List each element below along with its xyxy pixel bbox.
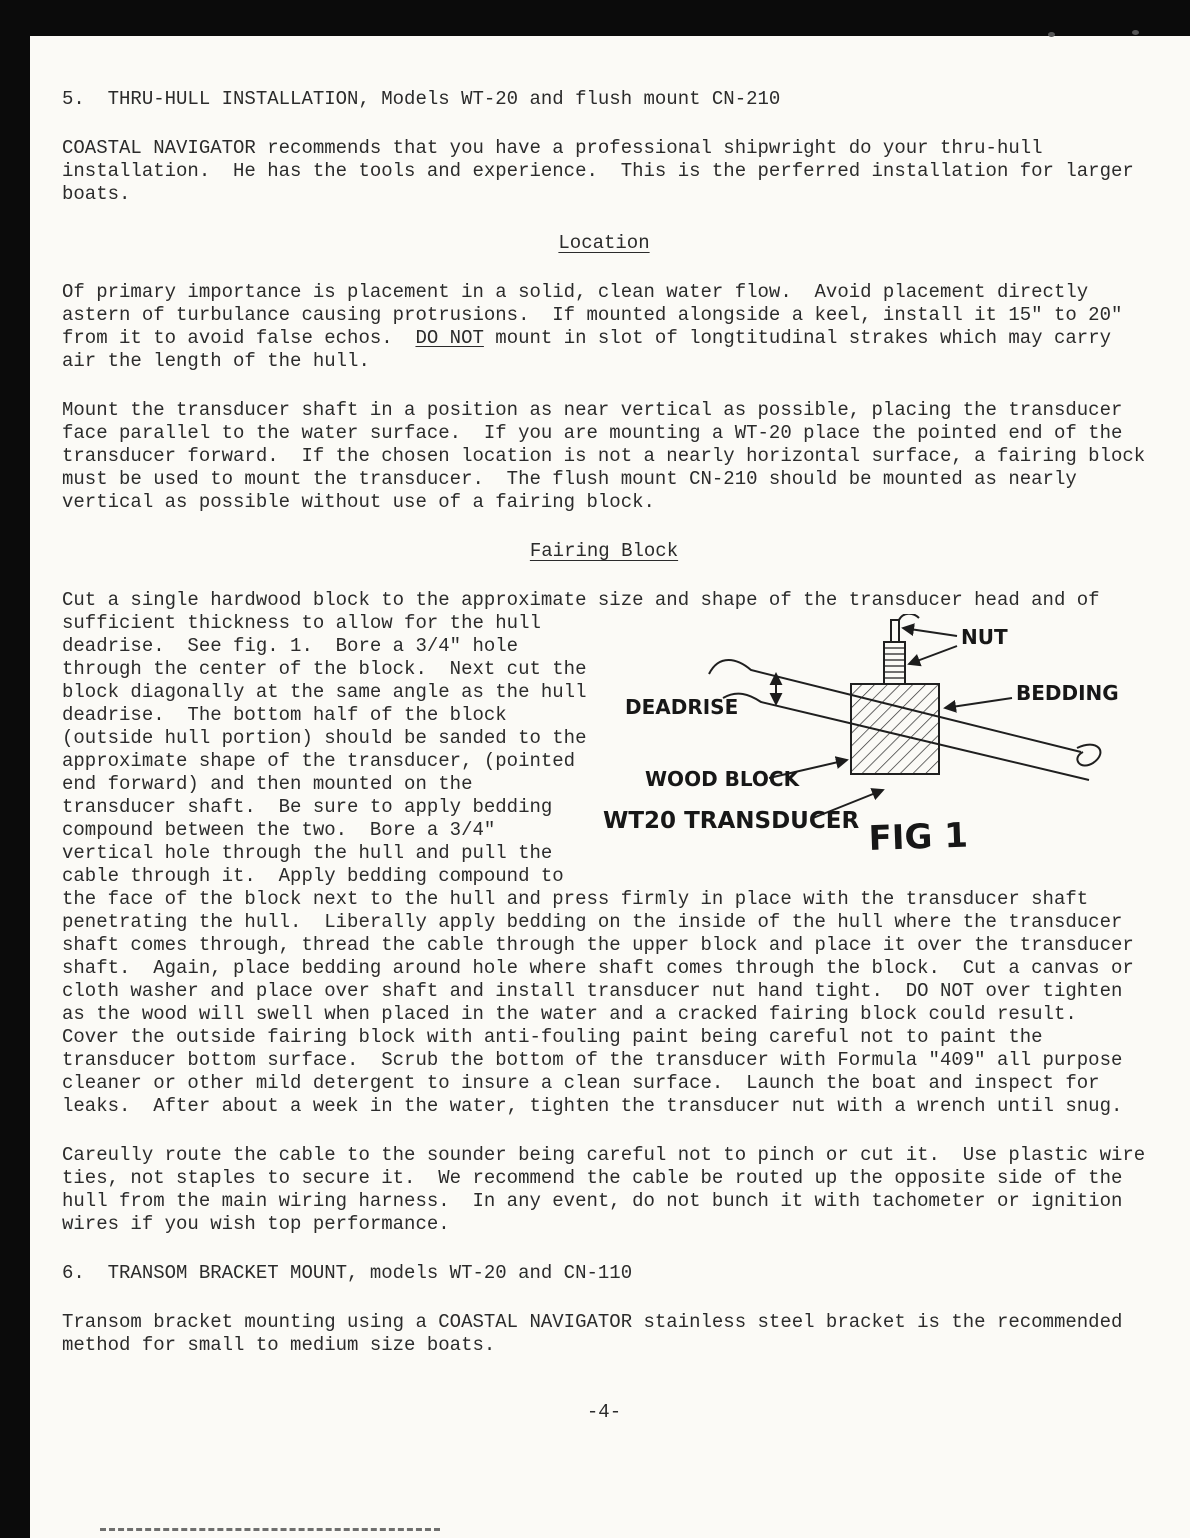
- stud-rod: [891, 620, 899, 642]
- nut-arrow-2: [909, 646, 957, 664]
- fig-caption: FIG 1: [867, 815, 969, 859]
- scan-border-top: [0, 0, 1190, 36]
- fairing-block-heading: Fairing Block: [529, 540, 679, 562]
- nut-arrow-1: [903, 628, 957, 636]
- intro-paragraph: COASTAL NAVIGATOR recommends that you have a professional shipwright do your thru-hull installation. He has the tools and experience. This is the perferred installation for larger boats.: [62, 137, 1146, 205]
- hull-line-squiggle: [1077, 745, 1100, 766]
- wood-block-label: WOOD BLOCK: [645, 767, 800, 791]
- page-content: [62, 88, 1157, 1424]
- cable-paragraph: Careully route the cable to the sounder being careful not to pinch or cut it. Use plastic wire ties, not staples to secure it. We recommend the cable be routed up the opposite side of the hull from the main wiring harness. In any event, do not bunch it with tachometer or ignition wires if you wish top performance.: [62, 1144, 1157, 1235]
- section-5-heading: 5. THRU-HULL INSTALLATION, Models WT-20 and flush mount CN-210: [62, 88, 781, 110]
- fairing-text-rest: deadrise. See fig. 1. Bore a 3/4" hole through the center of the block. Next cut the block diagonally at the same angle as the hull deadrise. The bottom half of the block (outside hull portion) should be sanded to the approximate shape of the transducer, (pointed end forward) and then mounted on the transducer shaft. Be sure to apply bedding compound between the two. Bore a 3/4" vertical hole through the hull and pull the cable through it. Apply bedding compound to the face of the block next to the hull and press firmly in place with the transducer shaft penetrating the hull. Liberally apply bedding on the inside of the hull where the transducer shaft comes through, thread the cable through the upper block and place it over the transducer shaft. Again, place bedding around hole where shaft comes through the block. Cut a canvas or cloth washer and place over shaft and install transducer nut hand tight. DO NOT over tighten as the wood will swell when placed in the water and a cracked fairing block could result. Cover the outside fairing block with anti-fouling paint being careful not to paint the transducer bottom surface. Scrub the bottom of the transducer with Formula "409" all purpose cleaner or other mild detergent to insure a clean surface. Launch the boat and inspect for leaks. After about a week in the water, tighten the transducer nut with a wrench until snug.: [62, 635, 1146, 1117]
- figure-1-drawing: [601, 614, 1146, 866]
- page-number: -4-: [586, 1401, 622, 1423]
- location-text-1: Of primary importance is placement in a solid, clean water flow. Avoid placement directly astern of turbulance causing protrusions. If mounted alongside a keel, install it 15" to 20" from it to avoid false echos.: [62, 281, 1134, 349]
- scan-artifact-dashes: [100, 1528, 440, 1531]
- scan-artifact: [1132, 30, 1139, 35]
- figure-1: [601, 614, 1146, 866]
- location-paragraph: [62, 281, 1146, 373]
- transducer-label: WT20 TRANSDUCER: [603, 808, 860, 834]
- scan-artifact: [1048, 32, 1055, 37]
- cable-hook: [899, 614, 919, 620]
- location-heading: Location: [558, 232, 650, 254]
- fairing-paragraph: [62, 589, 1146, 1118]
- transom-paragraph: Transom bracket mounting using a COASTAL NAVIGATOR stainless steel bracket is the recommended method for small to medium size boats.: [62, 1311, 1134, 1356]
- nut-label: NUT: [961, 625, 1008, 649]
- deadrise-label: DEADRISE: [625, 695, 739, 719]
- location-text-2: mount in slot of longtitudinal strakes which may carry air the length of the hull.: [62, 327, 1123, 372]
- bedding-arrow: [945, 698, 1012, 708]
- section-6-heading: 6. TRANSOM BRACKET MOUNT, models WT-20 and CN-110: [62, 1262, 633, 1284]
- fairing-text-start: Cut a single hardwood block to the approximate size and shape of the transducer head and of sufficient thickness to allow for the hull: [62, 589, 1111, 634]
- do-not-underlined: DO NOT: [415, 327, 484, 349]
- mount-paragraph: Mount the transducer shaft in a position as near vertical as possible, placing the transducer face parallel to the water surface. If you are mounting a WT-20 place the pointed end of the transducer forward. If the chosen location is not a nearly horizontal surface, a fairing block must be used to mount the transducer. The flush mount CN-210 should be mounted as nearly vertical as possible without use of a fairing block.: [62, 399, 1157, 513]
- scan-border-left: [0, 0, 30, 1538]
- bedding-label: BEDDING: [1016, 681, 1119, 705]
